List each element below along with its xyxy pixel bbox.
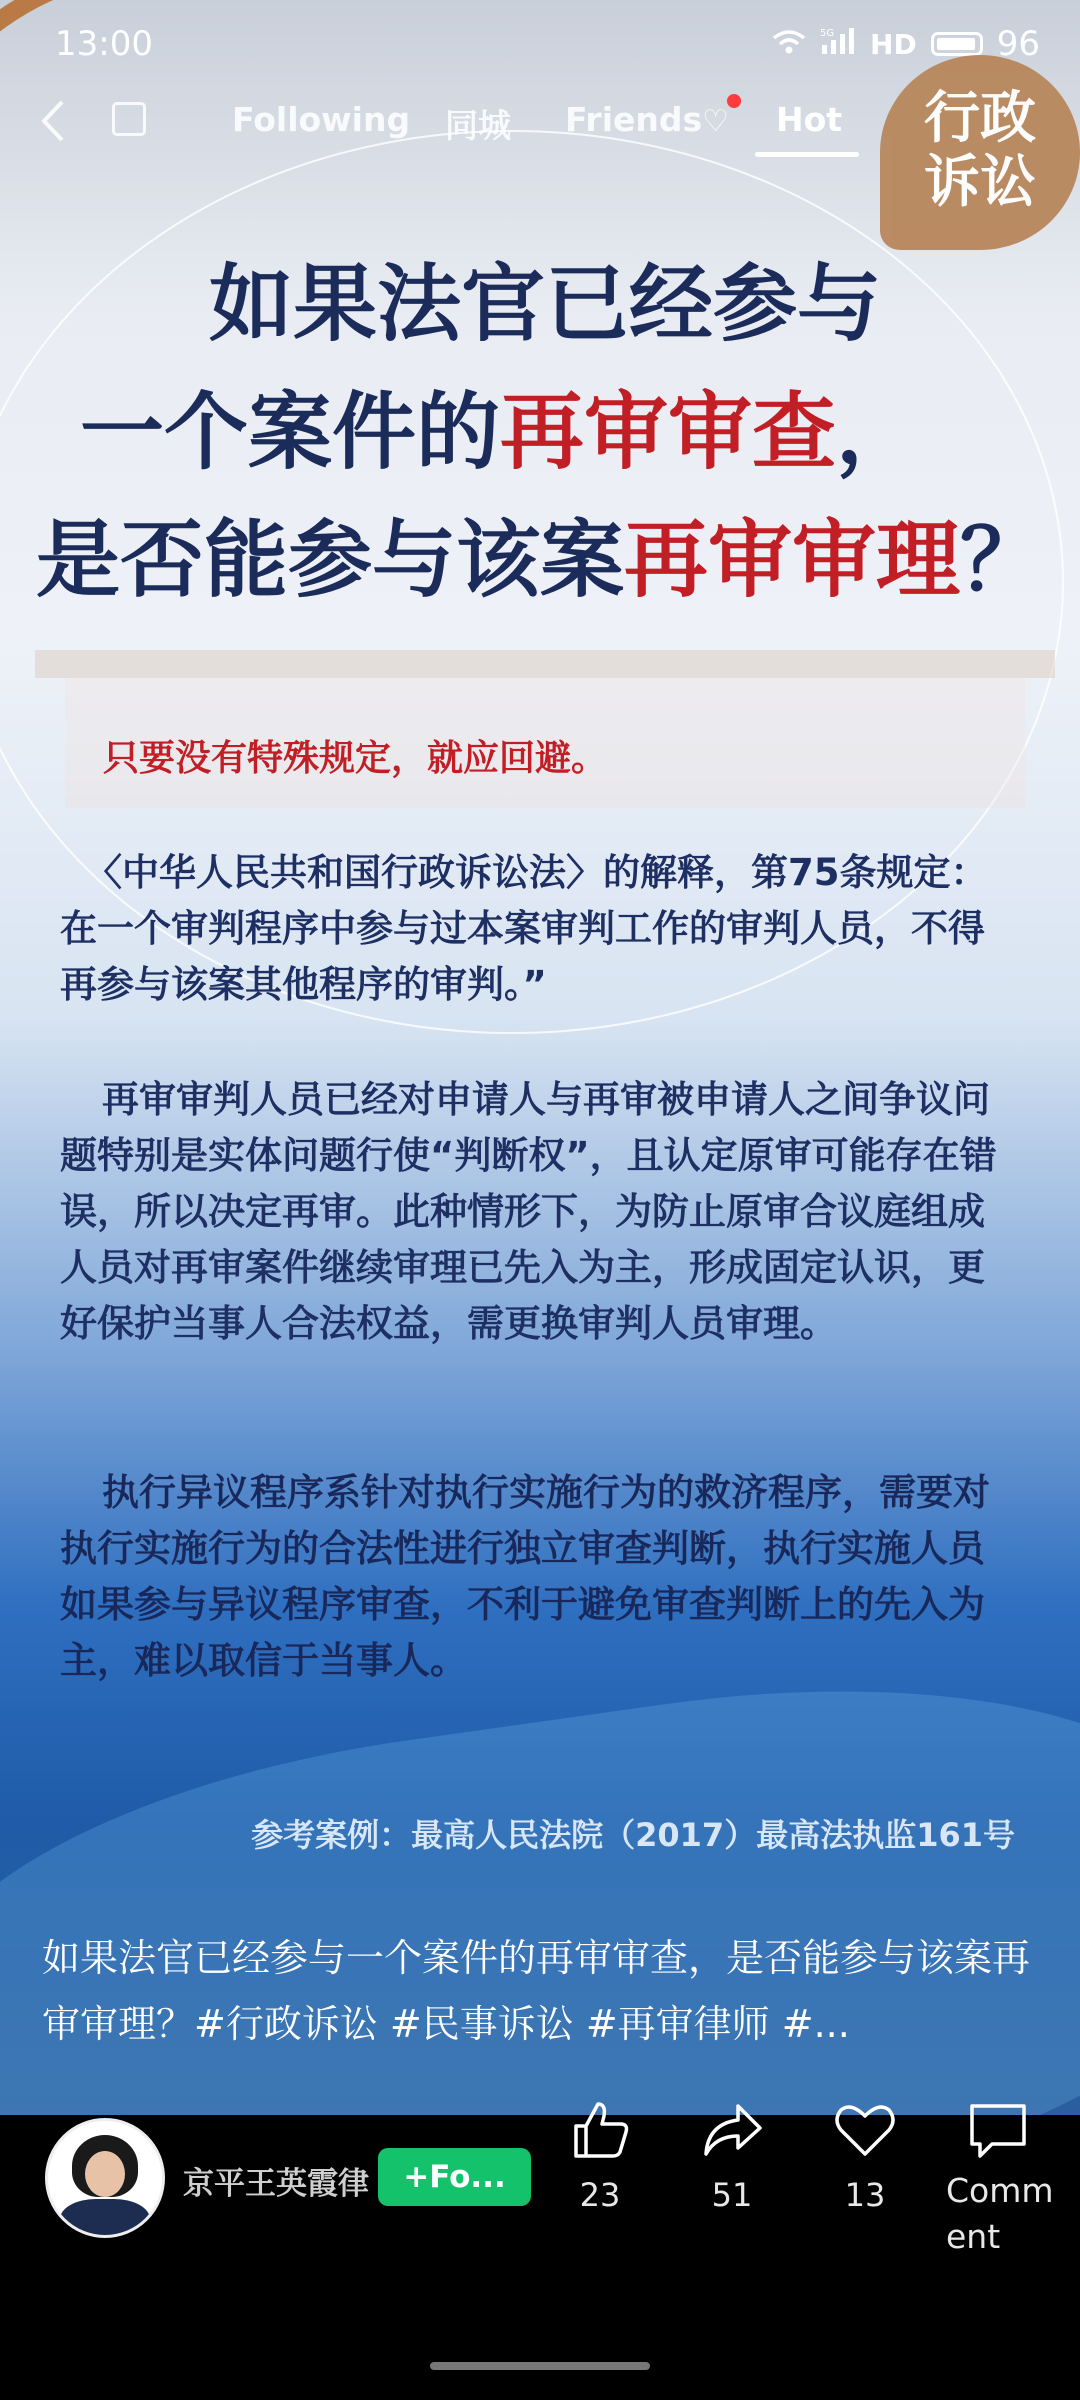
share-arrow-icon bbox=[672, 2098, 792, 2162]
heart-icon bbox=[805, 2098, 925, 2162]
comment-button[interactable] bbox=[938, 2098, 1058, 2260]
tab-friends-label: Friends bbox=[565, 100, 703, 139]
comment-bubble-icon bbox=[938, 2098, 1058, 2162]
share-count: 51 bbox=[711, 2176, 753, 2214]
battery-icon bbox=[931, 32, 983, 56]
body-paragraph-2: 再审审判人员已经对申请人与再审被申请人之间争议问题特别是实体问题行使“判断权”，且认定原审可能存在错误，所以决定再审。此种情形下，为防止原审合议庭组成人员对再审案件继续审理已先入为主，形成固定认识，更好保护当事人合法权益，需更换审判人员审理。 bbox=[60, 1078, 997, 1345]
share-button[interactable] bbox=[672, 2098, 792, 2214]
author-avatar[interactable] bbox=[45, 2118, 165, 2238]
reference-case: 参考案例：最高人民法院（2017）最高法执监161号 bbox=[251, 1816, 1015, 1854]
headline-highlight-2: 再审审理 bbox=[623, 511, 960, 609]
badge-line-2: 诉讼 bbox=[924, 150, 1036, 215]
headline-highlight-1: 再审审查 bbox=[499, 383, 836, 481]
courtroom-bench-decoration bbox=[35, 650, 1055, 678]
like-count: 23 bbox=[579, 2176, 621, 2214]
comment-label bbox=[938, 2168, 1058, 2260]
wifi-icon bbox=[772, 24, 806, 64]
headline-line-3-part-a: 是否能参与该案 bbox=[35, 511, 624, 609]
home-indicator[interactable] bbox=[430, 2362, 650, 2370]
headline-line-2-part-a: 一个案件的 bbox=[79, 383, 500, 481]
comment-label-line-2: ent bbox=[946, 2217, 1001, 2256]
notification-dot bbox=[727, 94, 741, 108]
tab-same-city[interactable]: 同城 bbox=[445, 106, 511, 145]
category-badge bbox=[880, 55, 1080, 250]
follow-button[interactable]: +Fo... bbox=[378, 2148, 531, 2206]
favorite-count: 13 bbox=[844, 2176, 886, 2214]
headline-line-3 bbox=[0, 496, 1080, 624]
network-type-text: 5G bbox=[820, 28, 835, 39]
highlight-statement: 只要没有特殊规定，就应回避。 bbox=[103, 738, 608, 779]
multi-window-icon[interactable] bbox=[112, 102, 146, 136]
post-caption[interactable]: 如果法官已经参与一个案件的再审审查，是否能参与该案再审审理？#行政诉讼 #民事诉讼 #再审律师 #... bbox=[42, 1936, 1031, 2046]
status-time: 13:00 bbox=[55, 24, 153, 64]
active-tab-indicator bbox=[755, 152, 859, 157]
back-arrow-icon[interactable] bbox=[38, 98, 68, 156]
headline-line-2-part-c: ， bbox=[836, 383, 921, 481]
favorite-button[interactable] bbox=[805, 2098, 925, 2214]
comment-label-line-1: Comm bbox=[946, 2171, 1054, 2210]
hd-indicator: HD bbox=[870, 27, 917, 61]
headline-line-3-part-c: ？ bbox=[960, 511, 1045, 609]
tab-friends[interactable] bbox=[565, 100, 729, 139]
like-button[interactable] bbox=[540, 2098, 660, 2214]
body-paragraph-1: 〈中华人民共和国行政诉讼法〉的解释，第75条规定：在一个审判程序中参与过本案审判工作的审判人员，不得再参与该案其他程序的审判。” bbox=[60, 851, 988, 1006]
headline-line-1: 如果法官已经参与 bbox=[208, 255, 881, 353]
heart-outline-icon: ♡ bbox=[702, 104, 730, 139]
post-headline bbox=[0, 240, 1080, 624]
avatar-face bbox=[85, 2151, 125, 2197]
thumbs-up-icon bbox=[540, 2098, 660, 2162]
cellular-signal-icon bbox=[820, 24, 856, 64]
tab-following[interactable]: Following bbox=[232, 100, 411, 139]
battery-level: 96 bbox=[996, 24, 1040, 64]
author-name[interactable]: 京平王英霞律 bbox=[183, 2166, 369, 2202]
badge-line-1: 行政 bbox=[924, 86, 1036, 151]
headline-line-2 bbox=[0, 368, 1080, 496]
avatar-suit bbox=[60, 2199, 150, 2238]
tab-hot[interactable]: Hot bbox=[776, 100, 843, 139]
body-paragraph-3: 执行异议程序系针对执行实施行为的救济程序，需要对执行实施行为的合法性进行独立审查判断，执行实施人员如果参与异议程序审查，不利于避免审查判断上的先入为主，难以取信于当事人。 bbox=[60, 1471, 990, 1682]
